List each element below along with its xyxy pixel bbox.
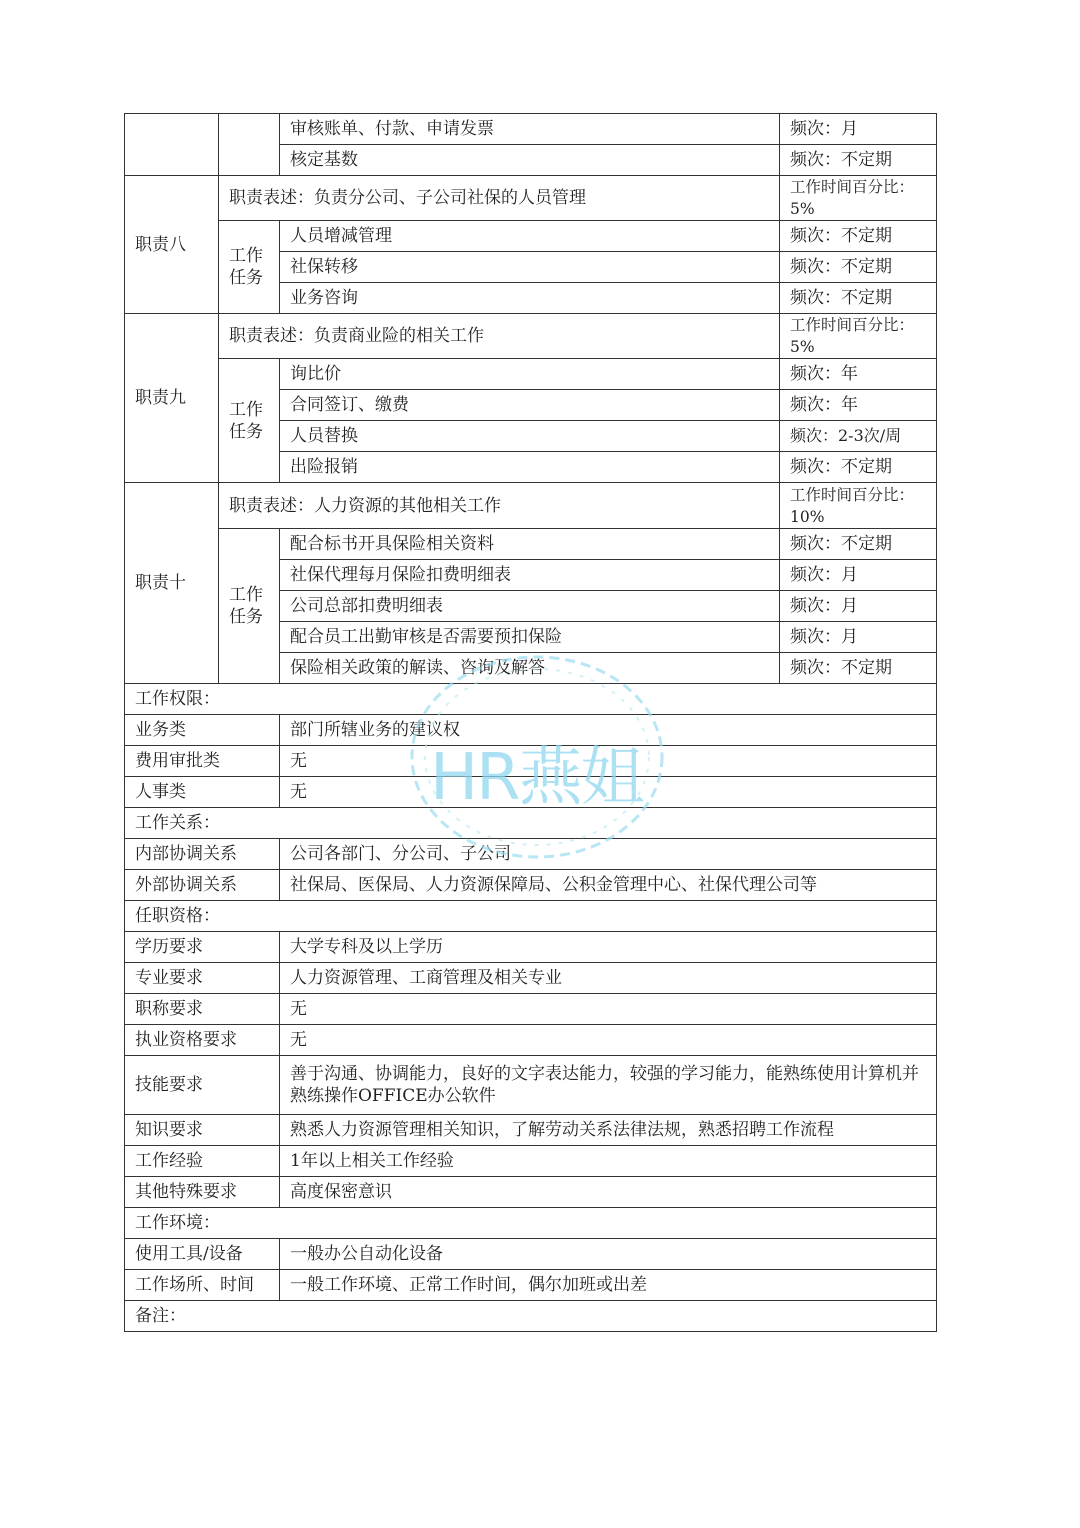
table-row	[125, 777, 937, 808]
row-label: 专业要求	[125, 963, 280, 994]
table-row	[125, 746, 937, 777]
work-time-percentage: 工作时间百分比：5%	[780, 314, 937, 359]
task-label: 工作任务	[219, 529, 280, 684]
table-row	[125, 1115, 937, 1146]
row-label: 工作经验	[125, 1146, 280, 1177]
section-header-row	[125, 808, 937, 839]
task-cell: 审核账单、付款、申请发票	[280, 114, 780, 145]
row-value: 熟悉人力资源管理相关知识，了解劳动关系法律法规，熟悉招聘工作流程	[280, 1115, 937, 1146]
table-row	[125, 715, 937, 746]
task-cell: 核定基数	[280, 145, 780, 176]
frequency-cell: 频次：不定期	[780, 529, 937, 560]
watermark-text: HR燕姐	[430, 741, 643, 815]
row-label: 外部协调关系	[125, 870, 280, 901]
task-cell: 询比价	[280, 359, 780, 390]
task-label: 工作任务	[219, 221, 280, 314]
frequency-cell: 频次：不定期	[780, 252, 937, 283]
row-label: 内部协调关系	[125, 839, 280, 870]
row-label: 学历要求	[125, 932, 280, 963]
table-row	[125, 1270, 937, 1301]
duty-title: 职责十	[125, 483, 219, 684]
row-value: 部门所辖业务的建议权	[280, 715, 937, 746]
frequency-cell: 频次：不定期	[780, 221, 937, 252]
task-cell: 人员增减管理	[280, 221, 780, 252]
row-value: 大学专科及以上学历	[280, 932, 937, 963]
table-row	[125, 1025, 937, 1056]
duty-title: 职责八	[125, 176, 219, 314]
row-value: 人力资源管理、工商管理及相关专业	[280, 963, 937, 994]
task-cell: 出险报销	[280, 452, 780, 483]
task-cell: 业务咨询	[280, 283, 780, 314]
table-row	[125, 529, 937, 560]
empty-cell	[219, 114, 280, 176]
frequency-cell: 频次：月	[780, 560, 937, 591]
section-header-environment: 工作环境：	[125, 1208, 937, 1239]
table-row	[125, 1301, 937, 1332]
table-row	[125, 176, 937, 221]
table-row	[125, 1239, 937, 1270]
task-cell: 社保转移	[280, 252, 780, 283]
section-header-row	[125, 684, 937, 715]
row-value: 社保局、医保局、人力资源保障局、公积金管理中心、社保代理公司等	[280, 870, 937, 901]
section-header-row	[125, 1208, 937, 1239]
row-label: 费用审批类	[125, 746, 280, 777]
frequency-cell: 频次：不定期	[780, 145, 937, 176]
frequency-cell: 频次：年	[780, 359, 937, 390]
row-label: 技能要求	[125, 1056, 280, 1115]
table-row	[125, 1177, 937, 1208]
row-value: 无	[280, 994, 937, 1025]
row-label: 使用工具/设备	[125, 1239, 280, 1270]
section-header-authority: 工作权限：	[125, 684, 937, 715]
row-value: 无	[280, 746, 937, 777]
frequency-cell: 频次：不定期	[780, 452, 937, 483]
table-row	[125, 1056, 937, 1115]
row-label: 知识要求	[125, 1115, 280, 1146]
frequency-cell: 频次：月	[780, 114, 937, 145]
work-time-percentage: 工作时间百分比：5%	[780, 176, 937, 221]
table-row	[125, 483, 937, 529]
frequency-cell: 频次：不定期	[780, 283, 937, 314]
row-label: 业务类	[125, 715, 280, 746]
table-row	[125, 359, 937, 390]
table-row	[125, 314, 937, 359]
row-value: 无	[280, 1025, 937, 1056]
task-cell: 保险相关政策的解读、咨询及解答	[280, 653, 780, 684]
duty-description: 职责表述：人力资源的其他相关工作	[219, 483, 780, 529]
work-time-percentage: 工作时间百分比：10%	[780, 483, 937, 529]
task-cell: 人员替换	[280, 421, 780, 452]
task-cell: 合同签订、缴费	[280, 390, 780, 421]
task-label: 工作任务	[219, 359, 280, 483]
row-label: 职称要求	[125, 994, 280, 1025]
row-label: 人事类	[125, 777, 280, 808]
table-row	[125, 839, 937, 870]
row-value: 公司各部门、分公司、子公司	[280, 839, 937, 870]
section-header-row	[125, 901, 937, 932]
section-header-relations: 工作关系：	[125, 808, 937, 839]
frequency-cell: 频次：月	[780, 622, 937, 653]
row-value: 善于沟通、协调能力，良好的文字表达能力，较强的学习能力，能熟练使用计算机并熟练操作OFFICE办公软件	[280, 1056, 937, 1115]
table-row	[125, 114, 937, 145]
task-cell: 社保代理每月保险扣费明细表	[280, 560, 780, 591]
section-header-qualifications: 任职资格：	[125, 901, 937, 932]
row-label: 其他特殊要求	[125, 1177, 280, 1208]
table-row	[125, 994, 937, 1025]
row-value: 无	[280, 777, 937, 808]
task-cell: 配合员工出勤审核是否需要预扣保险	[280, 622, 780, 653]
row-label: 执业资格要求	[125, 1025, 280, 1056]
duty-title: 职责九	[125, 314, 219, 483]
duty-description: 职责表述：负责分公司、子公司社保的人员管理	[219, 176, 780, 221]
table-row	[125, 963, 937, 994]
row-value: 1年以上相关工作经验	[280, 1146, 937, 1177]
task-cell: 配合标书开具保险相关资料	[280, 529, 780, 560]
row-value: 高度保密意识	[280, 1177, 937, 1208]
frequency-cell: 频次：2-3次/周	[780, 421, 937, 452]
remarks-label: 备注：	[125, 1301, 937, 1332]
table-row	[125, 1146, 937, 1177]
empty-cell	[125, 114, 219, 176]
table-row	[125, 932, 937, 963]
row-label: 工作场所、时间	[125, 1270, 280, 1301]
frequency-cell: 频次：不定期	[780, 653, 937, 684]
duty-description: 职责表述：负责商业险的相关工作	[219, 314, 780, 359]
task-cell: 公司总部扣费明细表	[280, 591, 780, 622]
row-value: 一般工作环境、正常工作时间，偶尔加班或出差	[280, 1270, 937, 1301]
row-value: 一般办公自动化设备	[280, 1239, 937, 1270]
frequency-cell: 频次：年	[780, 390, 937, 421]
table-row	[125, 870, 937, 901]
frequency-cell: 频次：月	[780, 591, 937, 622]
table-row	[125, 221, 937, 252]
job-description-table	[124, 113, 937, 1332]
